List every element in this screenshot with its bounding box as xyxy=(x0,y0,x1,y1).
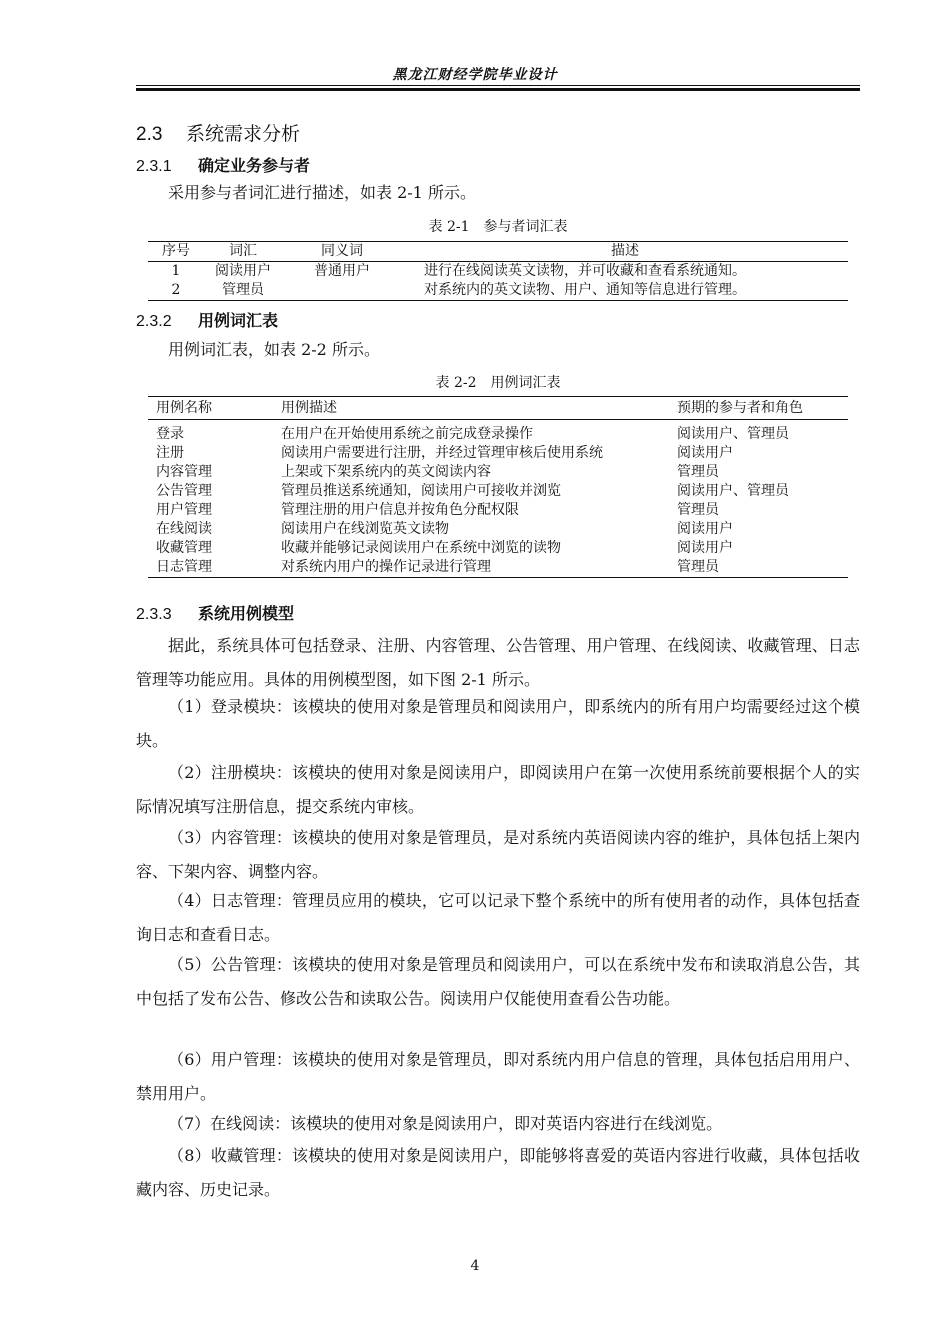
column-header: 描述 xyxy=(402,242,848,262)
participant-table xyxy=(148,241,848,301)
subsection-heading-3 xyxy=(136,601,294,624)
header-rule-thin xyxy=(136,85,860,86)
table-cell: 2 xyxy=(171,282,181,298)
table-header-row xyxy=(148,242,848,262)
table-cell: 上架或下架系统内的英文阅读内容 xyxy=(281,464,491,480)
table-cell: 公告管理 xyxy=(156,483,212,499)
table-cell: 进行在线阅读英文读物，并可收藏和查看系统通知。 xyxy=(424,263,746,279)
table-row xyxy=(148,444,848,463)
table-cell: 阅读用户、管理员 xyxy=(677,426,789,442)
table-cell: 登录 xyxy=(156,426,184,442)
body-paragraph-content: （3）内容管理：该模块的使用对象是管理员，是对系统内英语阅读内容的维护，具体包括上架内容、下架内容、调整内容。 xyxy=(136,828,860,881)
table-row xyxy=(148,539,848,558)
table2-caption: 表 2-2 用例词汇表 xyxy=(435,375,561,391)
table-cell: 管理员 xyxy=(677,559,719,575)
use-case-table xyxy=(148,396,848,578)
table-cell: 阅读用户 xyxy=(677,445,733,461)
table-cell: 注册 xyxy=(156,445,184,461)
subsection-number: 2.3.1 xyxy=(136,158,172,175)
table-cell: 收藏并能够记录阅读用户在系统中浏览的读物 xyxy=(281,540,561,556)
table-cell: 管理员 xyxy=(677,464,719,480)
table-cell: 对系统内的英文读物、用户、通知等信息进行管理。 xyxy=(424,282,746,298)
table-cell: 用户管理 xyxy=(156,502,212,518)
column-header: 用例描述 xyxy=(273,397,669,420)
table-cell: 阅读用户、管理员 xyxy=(677,483,789,499)
table-cell: 管理注册的用户信息并按角色分配权限 xyxy=(281,502,519,518)
table-cell: 管理员 xyxy=(677,502,719,518)
sub1-intro: 采用参与者词汇进行描述，如表 2-1 所示。 xyxy=(168,183,476,202)
column-header: 序号 xyxy=(148,242,204,262)
column-header: 用例名称 xyxy=(148,397,273,420)
table-cell: 收藏管理 xyxy=(156,540,212,556)
table-cell xyxy=(282,281,402,301)
table-row xyxy=(148,420,848,445)
column-header: 同义词 xyxy=(282,242,402,262)
section-number: 2.3 xyxy=(136,124,163,145)
table-row xyxy=(148,482,848,501)
body-paragraph-log: （4）日志管理：管理员应用的模块，它可以记录下整个系统中的所有使用者的动作，具体包括查询日志和查看日志。 xyxy=(136,891,860,944)
table-row xyxy=(148,281,848,301)
table-cell: 阅读用户 xyxy=(215,263,271,279)
table-cell: 对系统内用户的操作记录进行管理 xyxy=(281,559,491,575)
body-paragraph-favorite: （8）收藏管理：该模块的使用对象是阅读用户，即能够将喜爱的英语内容进行收藏，具体包括收藏内容、历史记录。 xyxy=(136,1146,860,1199)
body-paragraph-reading: （7）在线阅读：该模块的使用对象是阅读用户，即对英语内容进行在线浏览。 xyxy=(168,1114,723,1133)
body-paragraph-intro: 据此，系统具体可包括登录、注册、内容管理、公告管理、用户管理、在线阅读、收藏管理、日志管理等功能应用。具体的用例模型图，如下图 2-1 所示。 xyxy=(136,636,860,689)
table-cell: 阅读用户 xyxy=(677,540,733,556)
table-header-row xyxy=(148,397,848,420)
column-header: 预期的参与者和角色 xyxy=(669,397,848,420)
table-row xyxy=(148,520,848,539)
table-cell: 内容管理 xyxy=(156,464,212,480)
header-rule-thick xyxy=(136,88,860,91)
table-cell: 日志管理 xyxy=(156,559,212,575)
body-paragraph-user: （6）用户管理：该模块的使用对象是管理员，即对系统内用户信息的管理，具体包括启用用户、禁用用户。 xyxy=(136,1050,860,1103)
subsection-heading-1 xyxy=(136,153,310,176)
table-cell: 阅读用户在线浏览英文读物 xyxy=(281,521,449,537)
subsection-title: 系统用例模型 xyxy=(198,604,295,623)
body-paragraph-login: （1）登录模块：该模块的使用对象是管理员和阅读用户，即系统内的所有用户均需要经过这个模块。 xyxy=(136,697,860,750)
table1-caption: 表 2-1 参与者词汇表 xyxy=(428,219,568,235)
page-header-title: 黑龙江财经学院毕业设计 xyxy=(392,67,558,83)
section-title: 系统需求分析 xyxy=(186,123,301,145)
table-cell: 阅读用户需要进行注册，并经过管理审核后使用系统 xyxy=(281,445,603,461)
table-cell: 管理员 xyxy=(222,282,264,298)
table-cell: 管理员推送系统通知，阅读用户可接收并浏览 xyxy=(281,483,561,499)
table-cell: 普通用户 xyxy=(314,263,370,279)
table-cell: 阅读用户 xyxy=(677,521,733,537)
subsection-heading-2 xyxy=(136,308,278,331)
table-row xyxy=(148,501,848,520)
column-header: 词汇 xyxy=(204,242,282,262)
subsection-title: 用例词汇表 xyxy=(198,311,279,330)
table-cell: 在线阅读 xyxy=(156,521,212,537)
page-number: 4 xyxy=(470,1258,480,1274)
body-paragraph-register: （2）注册模块：该模块的使用对象是阅读用户，即阅读用户在第一次使用系统前要根据个人的实际情况填写注册信息，提交系统内审核。 xyxy=(136,763,860,816)
table-row xyxy=(148,262,848,282)
section-heading xyxy=(136,119,300,146)
table-row xyxy=(148,558,848,578)
subsection-number: 2.3.3 xyxy=(136,606,172,623)
table-row xyxy=(148,463,848,482)
body-paragraph-notice: （5）公告管理：该模块的使用对象是管理员和阅读用户，可以在系统中发布和读取消息公告，其中包括了发布公告、修改公告和读取公告。阅读用户仅能使用查看公告功能。 xyxy=(136,955,860,1008)
sub2-intro: 用例词汇表，如表 2-2 所示。 xyxy=(168,340,380,359)
table-cell: 在用户在开始使用系统之前完成登录操作 xyxy=(281,426,533,442)
subsection-title: 确定业务参与者 xyxy=(198,156,311,175)
table-cell: 1 xyxy=(171,263,181,279)
subsection-number: 2.3.2 xyxy=(136,313,172,330)
